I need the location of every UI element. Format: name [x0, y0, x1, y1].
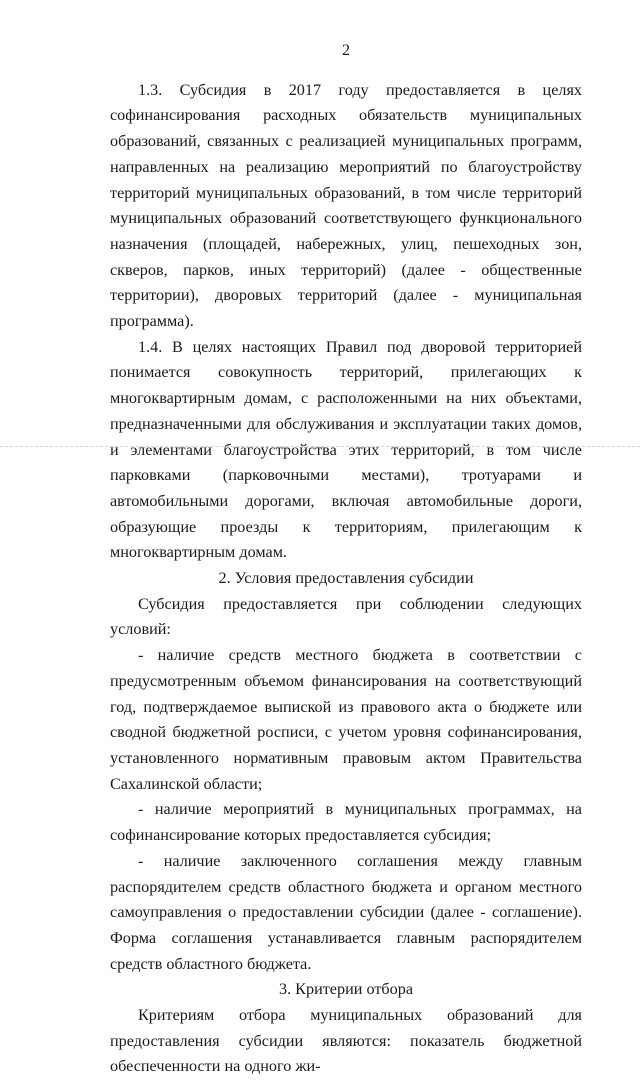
section-2-condition-3: - наличие заключенного соглашения между главным распорядителем средств областного бюджета и органом местного самоуправления о предоставлении субсидии (далее - соглашение). Форма соглашения устанавливается главным распорядителем средств областного бюджета. [110, 851, 582, 973]
section-2-intro: Субсидия предоставляется при соблюдении следующих условий: [110, 594, 582, 639]
section-2-condition-2: - наличие мероприятий в муниципальных программах, на софинансирование которых предоставляется субсидия; [110, 800, 582, 845]
paragraph-1-4: 1.4. В целях настоящих Правил под дворовой территорией понимается совокупность территорий, прилегающих к многоквартирным домам, с расположенными на них объектами, предназначенными для обслуживания и эксплуатации таких домов, и элементами благоустройства этих территорий, в том числе парковками (парковочными местами), тротуарами и автомобильными дорогами, включая автомобильные дороги, образующие проезды к территориям, прилегающим к многоквартирным домам. [110, 337, 582, 562]
paragraph-1-3: 1.3. Субсидия в 2017 году предоставляется в целях софинансирования расходных обязательств муниципальных образований, связанных с реализацией муниципальных программ, направленных на реализацию мероприятий по благоустройству территорий муниципальных образований, в том числе территорий муниципальных образований соответствующего функционального назначения (площадей, набережных, улиц, пешеходных зон, скверов, парков, иных территорий) (далее - общественные территории), дворовых территорий (далее - муниципальная программа). [110, 80, 582, 331]
scan-artifact-line [0, 446, 640, 447]
page-number: 2 [341, 41, 351, 59]
section-3-text: Критериям отбора муниципальных образований для предоставления субсидии являются: показатель бюджетной обеспеченности на одного жи- [110, 1006, 582, 1076]
section-3-heading: 3. Критерии отбора [278, 980, 414, 999]
section-2-heading: 2. Условия предоставления субсидии [218, 569, 474, 588]
section-2-condition-1: - наличие средств местного бюджета в соответствии с предусмотренным объемом финансирования на соответствующий год, подтверждаемое выпиской из правового акта о бюджете или сводной бюджетной росписи, с учетом уровня софинансирования, установленного нормативным правовым актом Правительства Сахалинской области; [110, 646, 582, 793]
